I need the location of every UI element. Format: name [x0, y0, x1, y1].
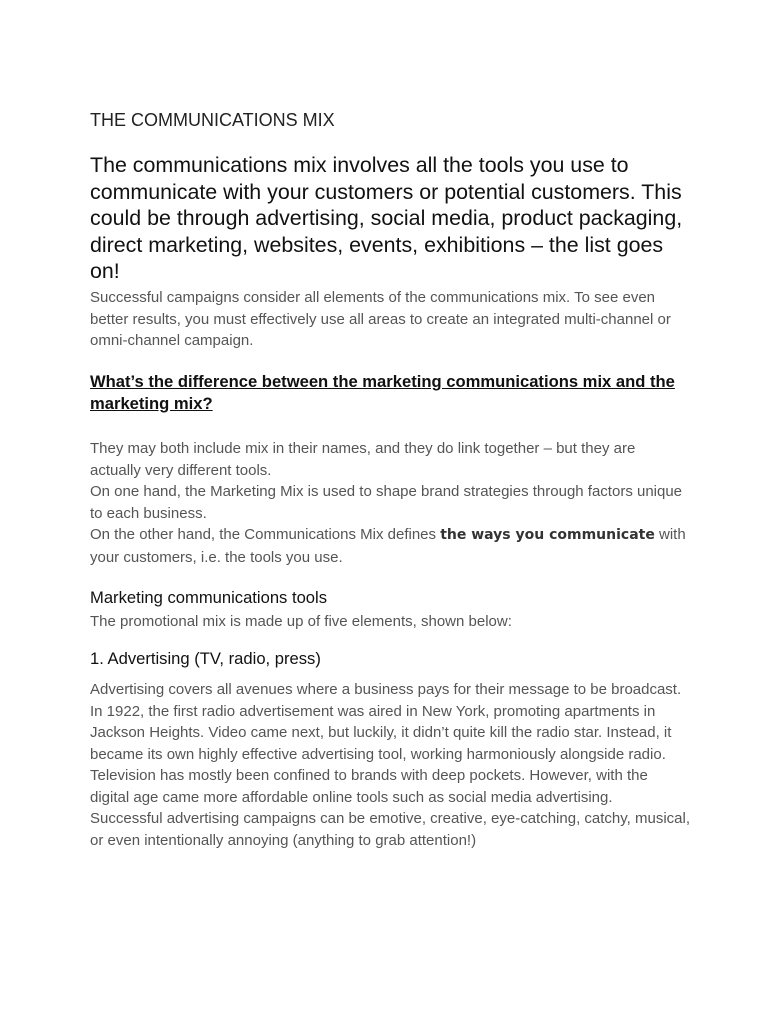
- difference-question-heading: What’s the difference between the marketing communications mix and the marketing mix?: [90, 372, 675, 413]
- intro-paragraph: Successful campaigns consider all elements of the communications mix. To see even better results, you must effectively use all areas to create an integrated multi-channel or omni-channel campaign.: [90, 289, 671, 349]
- difference-paragraph-2: On one hand, the Marketing Mix is used to shape brand strategies through factors unique to each business.: [90, 483, 683, 522]
- difference-p3-end: with your customers, i.e. the tools you use.: [90, 526, 686, 566]
- tools-intro-paragraph: The promotional mix is made up of five elements, shown below:: [90, 613, 512, 630]
- difference-section: [90, 438, 690, 568]
- lead-paragraph: The communications mix involves all the tools you use to communicate with your customers or potential customers. This could be through advertising, social media, product packaging, direct marketing, websites, events, exhibitions – the list goes on!: [90, 153, 683, 283]
- advertising-heading: 1. Advertising (TV, radio, press): [90, 649, 321, 668]
- advertising-paragraph: Television has mostly been confined to brands with deep pockets. However, with the digital age came more affordable online tools such as social media advertising.: [90, 767, 648, 806]
- advertising-section: [90, 679, 690, 851]
- difference-paragraph-3: [90, 524, 690, 568]
- advertising-paragraph: Advertising covers all avenues where a business pays for their message to be broadcast.: [90, 681, 682, 698]
- advertising-paragraph: In 1922, the first radio advertisement was aired in New York, promoting apartments in Jackson Heights. Video came next, but luckily, it didn’t quite kill the radio star. Instead, it became its own highly effective advertising tool, working harmoniously alongside radio.: [90, 702, 672, 763]
- difference-paragraph-1: They may both include mix in their names, and they do link together – but they are actually very different tools.: [90, 440, 636, 479]
- tools-intro-section: [90, 611, 690, 633]
- document-title: THE COMMUNICATIONS MIX: [90, 110, 335, 130]
- difference-p3-emphasis: the ways you communicate: [440, 527, 655, 543]
- tools-heading: Marketing communications tools: [90, 588, 328, 607]
- advertising-paragraph: Successful advertising campaigns can be emotive, creative, eye-catching, catchy, musical, or even intentionally annoying (anything to grab attention!): [90, 810, 690, 849]
- intro-section: [90, 287, 690, 352]
- difference-p3-start: On the other hand, the Communications Mix defines: [90, 526, 441, 543]
